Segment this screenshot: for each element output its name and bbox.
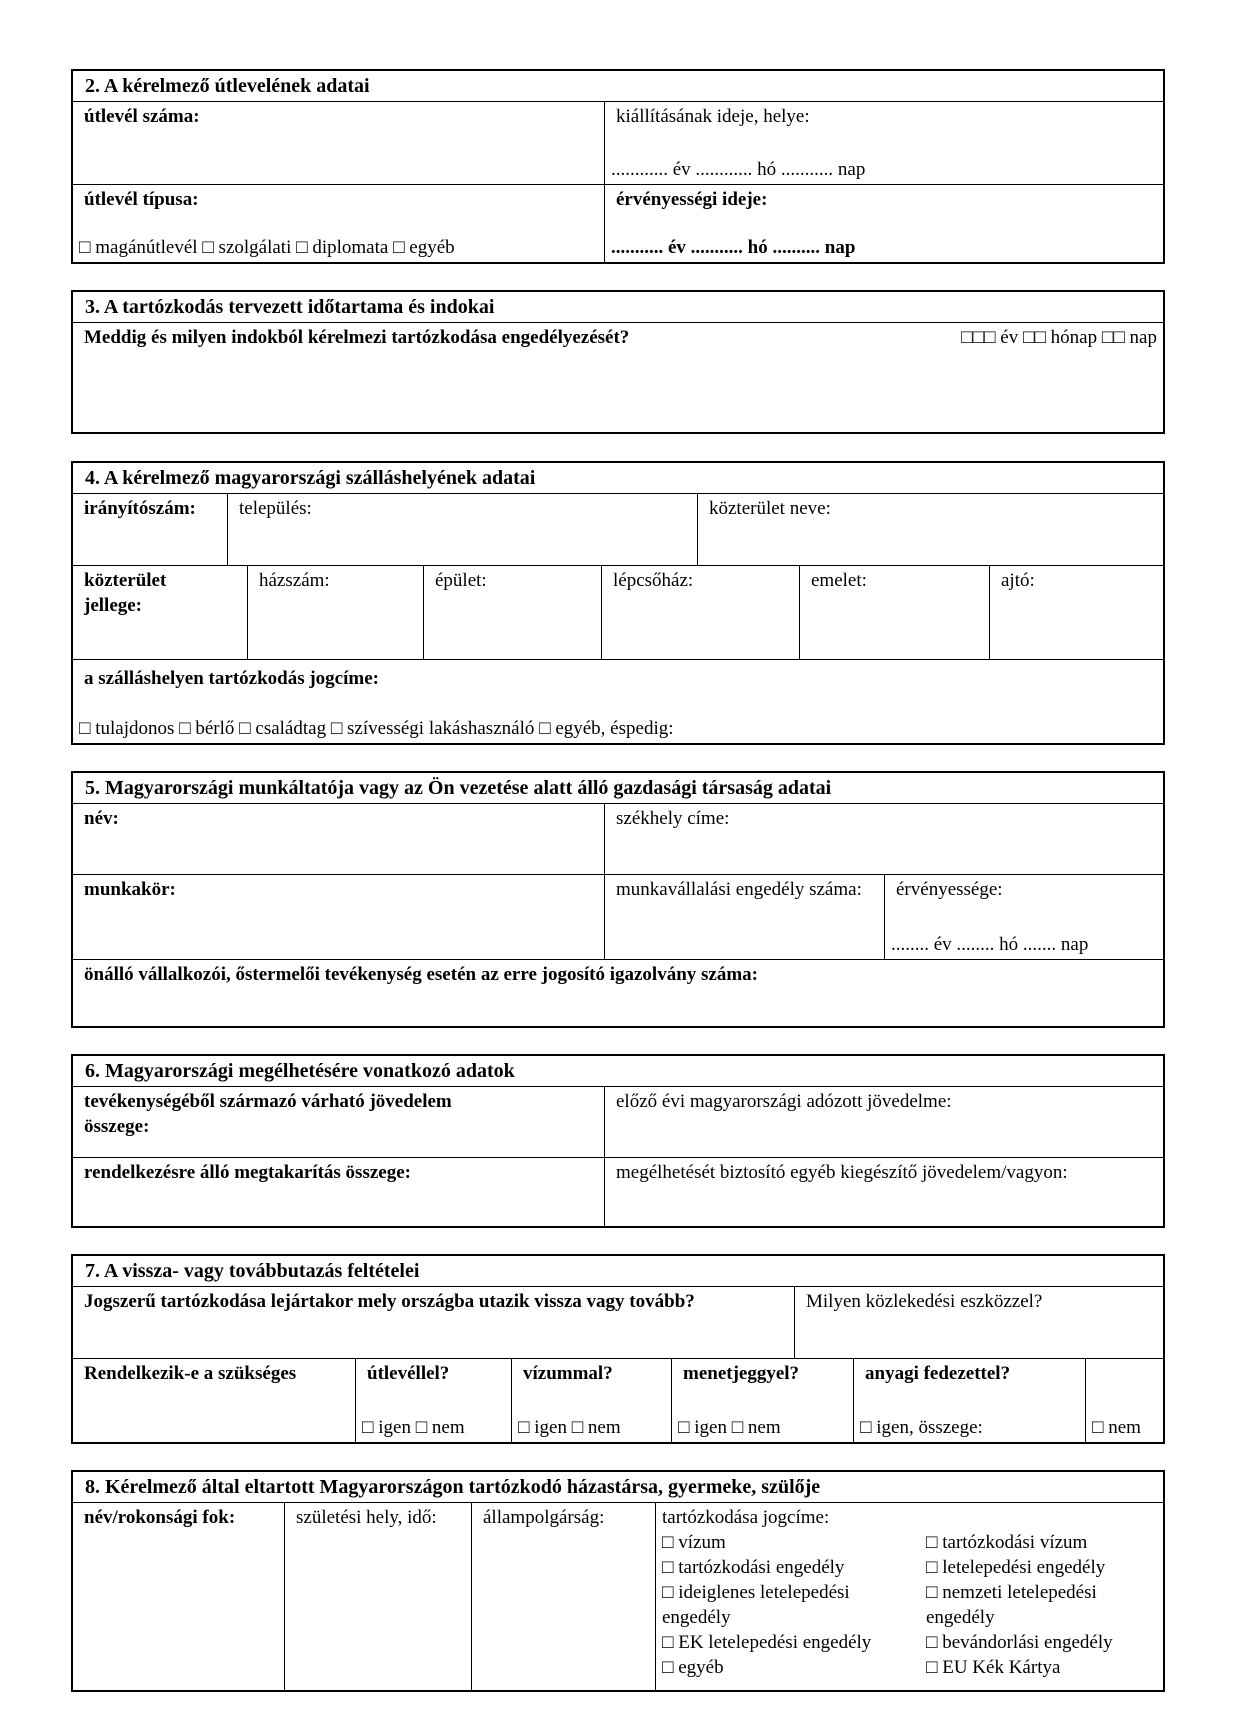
section-employer: [71, 771, 1165, 1028]
section-title: 4. A kérelmező magyarországi szálláshelyének adatai: [73, 463, 1163, 494]
section-title: 7. A vissza- vagy továbbutazás feltételei: [73, 1256, 1163, 1287]
expected-income-field[interactable]: tevékenységéből származó várható jövedelem összege:: [84, 1091, 452, 1137]
visa-yes-no[interactable]: □ igen □ nem: [518, 1417, 621, 1438]
visa-check: [511, 1358, 671, 1442]
staircase-field[interactable]: lépcsőház:: [601, 565, 799, 659]
funds-no[interactable]: □ nem: [1092, 1417, 1141, 1438]
job-field[interactable]: munkakör:: [73, 874, 604, 959]
floor-field[interactable]: emelet:: [799, 565, 989, 659]
validity-label: érvényességi ideje:: [616, 189, 768, 210]
visa-question: vízummal?: [523, 1363, 613, 1384]
option-immigration-permit[interactable]: □ bevándorlási engedély: [926, 1632, 1113, 1653]
option-visa[interactable]: □ vízum: [662, 1532, 726, 1553]
funds-yes-amount[interactable]: □ igen, összege:: [860, 1417, 983, 1438]
name-relation-field[interactable]: név/rokonsági fok:: [84, 1507, 236, 1528]
funds-check: [853, 1358, 1085, 1442]
entrepreneur-id-field[interactable]: önálló vállalkozói, őstermelői tevékenység esetén az erre jogosító igazolvány száma:: [73, 959, 1163, 1026]
citizenship-field[interactable]: állampolgárság:: [471, 1503, 655, 1690]
section-accommodation: [71, 461, 1165, 745]
ticket-check: [671, 1358, 853, 1442]
validity-date-template: ........... év ........... hó .......... nap: [611, 237, 856, 258]
section-dependents: [71, 1470, 1165, 1692]
option-temporary-settlement[interactable]: □ ideiglenes letelepedési: [662, 1582, 850, 1603]
employer-seat-field[interactable]: székhely címe:: [604, 804, 1163, 874]
passport-type-options[interactable]: □ magánútlevél □ szolgálati □ diplomata □ egyéb: [79, 237, 455, 258]
city-field[interactable]: település:: [227, 494, 697, 565]
passport-type-label: útlevél típusa:: [84, 189, 199, 210]
requirements-label: Rendelkezik-e a szükséges: [73, 1358, 355, 1442]
issue-date-place-field[interactable]: [604, 102, 1163, 184]
work-permit-number-field[interactable]: munkavállalási engedély száma:: [604, 874, 884, 959]
stay-title-field: [73, 659, 1163, 743]
previous-income-field[interactable]: előző évi magyarországi adózott jövedelme:: [604, 1087, 1163, 1157]
stay-title-label: a szálláshelyen tartózkodás jogcíme:: [84, 668, 379, 689]
passport-type-field: [73, 184, 604, 262]
funds-question: anyagi fedezettel?: [865, 1363, 1011, 1384]
street-name-field[interactable]: közterület neve:: [697, 494, 1163, 565]
status-options-left: [662, 1530, 924, 1680]
option-residence-visa[interactable]: □ tartózkodási vízum: [926, 1532, 1088, 1553]
option-national-settlement-cont: engedély: [926, 1607, 995, 1628]
validity-date-template: ........ év ........ hó ....... nap: [891, 934, 1089, 955]
section-title: 2. A kérelmező útlevelének adatai: [73, 71, 1163, 102]
work-permit-validity-field[interactable]: [884, 874, 1163, 959]
option-temporary-settlement-cont: engedély: [662, 1607, 731, 1628]
status-options-right: [926, 1530, 1166, 1680]
option-national-settlement[interactable]: □ nemzeti letelepedési: [926, 1582, 1097, 1603]
option-other[interactable]: □ egyéb: [662, 1657, 724, 1678]
section-title: 3. A tartózkodás tervezett időtartama és indokai: [73, 292, 1163, 323]
section-title: 6. Magyarországi megélhetésére vonatkozó adatok: [73, 1056, 1163, 1087]
option-settlement-permit[interactable]: □ letelepedési engedély: [926, 1557, 1106, 1578]
residence-status-label: tartózkodása jogcíme:: [662, 1507, 830, 1528]
passport-question: útlevéllel?: [367, 1363, 450, 1384]
funds-no-cell: [1085, 1358, 1163, 1442]
door-field[interactable]: ajtó:: [989, 565, 1163, 659]
duration-boxes[interactable]: □□□ év □□ hónap □□ nap: [961, 327, 1157, 348]
validity-label: érvényessége:: [896, 879, 1003, 900]
destination-country-field[interactable]: Jogszerű tartózkodása lejártakor mely országba utazik vissza vagy tovább?: [84, 1291, 695, 1312]
employer-name-field[interactable]: név:: [84, 808, 119, 829]
house-number-field[interactable]: házszám:: [247, 565, 423, 659]
section-title: 8. Kérelmező által eltartott Magyarországon tartózkodó házastársa, gyermeke, szülője: [73, 1472, 1163, 1503]
issue-label: kiállításának ideje, helye:: [616, 106, 810, 127]
option-ec-settlement[interactable]: □ EK letelepedési engedély: [662, 1632, 872, 1653]
savings-field[interactable]: rendelkezésre álló megtakarítás összege:: [73, 1157, 604, 1226]
issue-date-template: ............ év ............ hó ........... nap: [611, 159, 866, 180]
passport-check: [355, 1358, 511, 1442]
building-field[interactable]: épület:: [423, 565, 601, 659]
passport-yes-no[interactable]: □ igen □ nem: [362, 1417, 465, 1438]
option-eu-blue-card[interactable]: □ EU Kék Kártya: [926, 1657, 1061, 1678]
residence-status-field: [655, 1503, 1163, 1690]
zip-field[interactable]: irányítószám:: [84, 498, 196, 519]
option-residence-permit[interactable]: □ tartózkodási engedély: [662, 1557, 845, 1578]
transport-field[interactable]: Milyen közlekedési eszközzel?: [794, 1287, 1163, 1358]
stay-reason-question: Meddig és milyen indokból kérelmezi tartózkodása engedélyezését?: [84, 327, 630, 348]
other-income-field[interactable]: megélhetését biztosító egyéb kiegészítő jövedelem/vagyon:: [604, 1157, 1163, 1226]
section-travel-onward: [71, 1254, 1165, 1444]
validity-field[interactable]: [604, 184, 1163, 262]
section-livelihood: [71, 1054, 1165, 1228]
street-type-field[interactable]: közterület jellege:: [73, 565, 247, 659]
stay-title-options[interactable]: □ tulajdonos □ bérlő □ családtag □ szívességi lakáshasználó □ egyéb, éspedig:: [79, 718, 674, 739]
section-title: 5. Magyarországi munkáltatója vagy az Ön vezetése alatt álló gazdasági társaság adatai: [73, 773, 1163, 804]
birth-place-date-field[interactable]: születési hely, idő:: [284, 1503, 471, 1690]
passport-number-field[interactable]: útlevél száma:: [84, 106, 200, 127]
ticket-question: menetjeggyel?: [683, 1363, 800, 1384]
section-stay-duration: [71, 290, 1165, 434]
section-passport: [71, 69, 1165, 264]
ticket-yes-no[interactable]: □ igen □ nem: [678, 1417, 781, 1438]
